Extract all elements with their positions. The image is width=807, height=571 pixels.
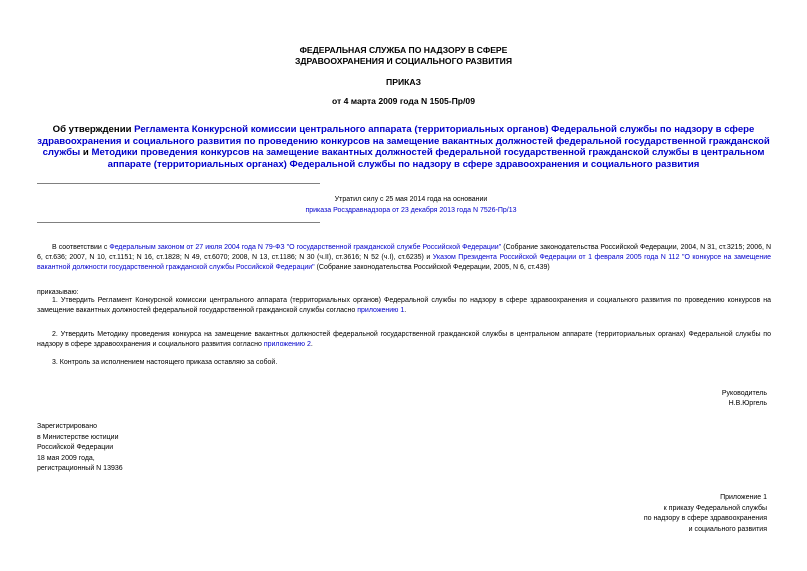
title-regulation-link[interactable]: Регламента Конкурсной комиссии центрального аппарата (территориальных органов) Федеральной службы по надзору в сфере здравоохранения и социального развития по проведению конкурсов на замещение вакантных должностей федеральной государственной гражданской службы <box>37 124 770 159</box>
registration-line-4: 18 мая 2009 года, <box>37 454 95 462</box>
decree-item-2 <box>37 330 771 350</box>
basis-text-3: (Собрание законодательства Российской Федерации, 2005, N 6, ст.439) <box>314 264 550 271</box>
basis-text-2: (Собрание законодательства Российской Федерации, 2004, N 31, ст.3215; 2006, N 6, ст.636; 2007, N 10, ст.1151; N 16, ст.1828; N 49, ст.6070; 2008, N 13, ст.1186; N 30 (ч.II), ст.3616; N 52 (ч.I), ст.6235) и <box>37 244 772 261</box>
agency-name <box>0 45 807 67</box>
repeal-note <box>230 194 592 216</box>
registration-line-1: Зарегистрировано <box>37 423 97 430</box>
signatory-name: Н.В.Юргель <box>728 400 767 407</box>
registration-line-2: в Министерстве юстиции <box>37 433 119 441</box>
divider-top <box>37 183 320 184</box>
decree-item-1-text: 1. Утвердить Регламент Конкурсной комиссии центрального аппарата (территориальных органов) Федеральной службы по надзору в сфере здравоохранения и социального развития по проведению конкурсов на замещение вакантных должностей федеральной государственной гражданской службы согласно <box>37 297 771 314</box>
decree-item-3 <box>37 358 771 368</box>
appendix-1-link[interactable]: приложению 1 <box>357 307 405 314</box>
registration-line-3: Российской Федерации <box>37 444 114 451</box>
appendix-2-link[interactable]: приложению 2 <box>263 341 311 348</box>
decree-item-1 <box>37 296 771 316</box>
appendix-line-1: Приложение 1 <box>720 494 767 501</box>
presidential-decree-link[interactable]: Указом Президента Российской Федерации от 1 февраля 2005 года N 112 "О конкурсе на замещение вакантной должности государственной гражданской службы Российской Федерации" <box>37 254 771 271</box>
appendix-line-4: и социального развития <box>688 525 767 533</box>
basis-text-1: В соответствии с <box>52 244 110 251</box>
repeal-note-text: Утратил силу с 25 мая 2014 года на основании <box>334 196 488 203</box>
appendix-line-2: к приказу Федеральной службы <box>663 504 767 512</box>
repeal-order-link[interactable]: приказа Росздравнадзора от 23 декабря 2013 года N 7526-Пр/13 <box>305 207 517 214</box>
signature-block <box>722 389 767 409</box>
appendix-line-3: по надзору в сфере здравоохранения <box>643 515 767 522</box>
basis-paragraph <box>37 243 771 273</box>
document-date-number: от 4 марта 2009 года N 1505-Пр/09 <box>331 96 475 106</box>
registration-block <box>37 422 123 475</box>
decree-item-3-text: 3. Контроль за исполнением настоящего приказа оставляю за собой. <box>52 359 278 366</box>
agency-name-line2: ЗДРАВООХРАНЕНИЯ И СОЦИАЛЬНОГО РАЗВИТИЯ <box>294 56 512 66</box>
appendix-header <box>644 493 767 535</box>
decree-item-2-text: 2. Утвердить Методику проведения конкурса на замещение вакантных должностей федеральной государственной гражданской службы в центральном аппарате (территориальных органах) Федеральной службы по надзору в сфере здравоохранения и социального развития согласно <box>37 331 771 348</box>
title-prefix: Об утверждении <box>52 124 135 135</box>
signatory-role: Руководитель <box>721 390 767 397</box>
title-methodology-link[interactable]: Методики проведения конкурсов на замещение вакантных должностей федеральной государственной гражданской службы в центральном аппарате (территориальных органах) Федеральной службы по надзору в сфере здравоохранения и социального развития <box>91 147 765 170</box>
title-middle: и <box>80 147 92 159</box>
decree-item-1-end: . <box>404 307 407 314</box>
decree-word: приказываю: <box>37 289 79 296</box>
registration-line-5: регистрационный N 13936 <box>37 465 123 472</box>
document-type: ПРИКАЗ <box>386 77 421 87</box>
federal-law-link[interactable]: Федеральным законом от 27 июля 2004 года N 79-ФЗ "О государственной гражданской службе Российской Федерации" <box>109 244 502 251</box>
divider-bottom <box>37 222 320 223</box>
agency-name-line1: ФЕДЕРАЛЬНАЯ СЛУЖБА ПО НАДЗОРУ В СФЕРЕ <box>299 45 508 55</box>
decree-item-2-end: . <box>310 341 313 348</box>
document-title <box>30 124 777 170</box>
